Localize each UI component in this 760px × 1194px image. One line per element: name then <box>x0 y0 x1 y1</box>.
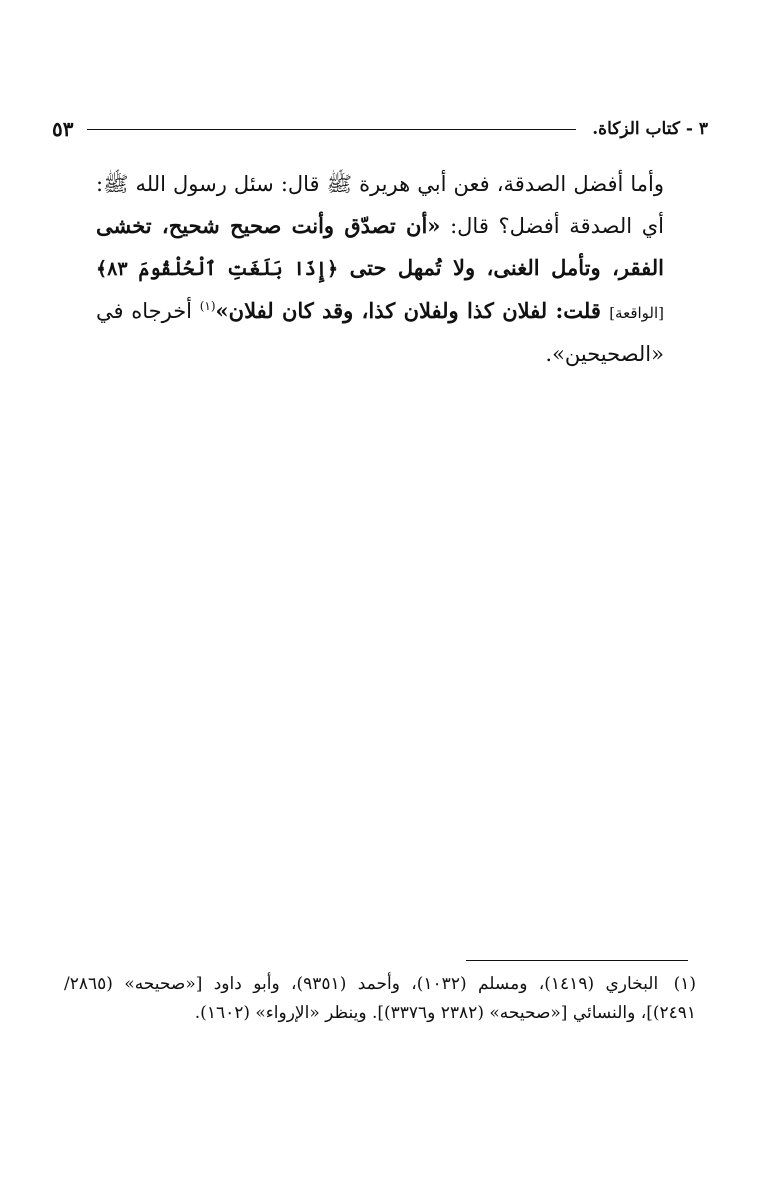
footnote-separator <box>466 960 688 961</box>
running-header <box>52 114 708 144</box>
footnote-item <box>64 970 696 1028</box>
page-number: ٥٣ <box>52 117 74 141</box>
chapter-title: ٣ - كتاب الزكاة. <box>592 119 708 139</box>
footnotes <box>64 970 696 1028</box>
footnote-marker[interactable]: (١) <box>199 299 216 313</box>
intro-text: وأما أفضل الصدقة، فعن أبي هريرة ﷺ قال: سئل رسول الله ﷺ: أي الصدقة أفضل؟ قال: <box>96 172 664 238</box>
footnote-number: (١) <box>673 974 696 994</box>
header-rule <box>87 129 576 130</box>
hadith-text-continued: قلت: لفلان كذا ولفلان كذا، وقد كان لفلان» <box>215 298 610 323</box>
source-text: أخرجاه في «الصحيحين». <box>96 299 664 366</box>
quran-verse: ﴿إِذَا بَلَغَتِ ٱلْحُلْقُومَ ٨٣﴾ <box>96 258 339 280</box>
footnote-text: البخاري (١٤١٩)، ومسلم (١٠٣٢)، وأحمد (٩٣٥١)، وأبو داود [«صحيحه» (٢٨٦٥/ ٢٤٩١)]، والنسائي [«صحيحه» (٢٣٨٢ و٣٣٧٦)]. وينظر «الإرواء» (١٦٠٢). <box>64 974 696 1023</box>
main-paragraph <box>96 164 664 375</box>
hadith-text: «أن تصدّق وأنت صحيح شحيح، تخشى الفقر، وتأمل الغنى، ولا تُمهل حتى <box>96 213 664 280</box>
surah-reference: [الواقعة] <box>609 304 664 322</box>
